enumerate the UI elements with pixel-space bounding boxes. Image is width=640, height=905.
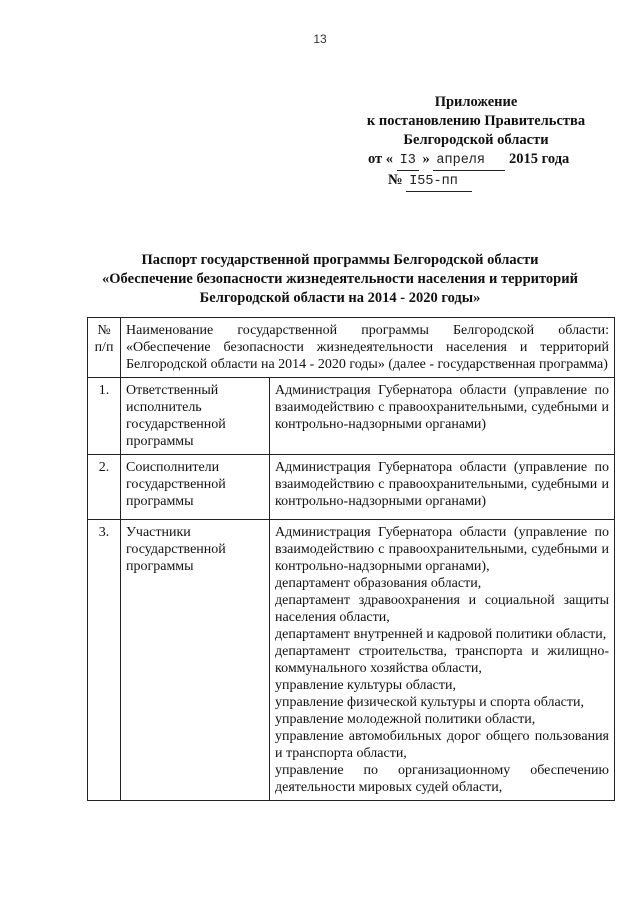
title-line-1: Паспорт государственной программы Белгородской области [141,252,539,268]
participant-item: управление по организационному обеспечению деятельности мировых судей области, [275,763,609,795]
table-row [88,378,615,455]
participant-item: управление молодежной политики области, [275,712,536,727]
table-header-row [88,318,615,378]
title-line-2: «Обеспечение безопасности жизнедеятельности населения и территорий [102,271,578,287]
header-text-cell: Наименование государственной программы Белгородской области: «Обеспечение безопасности жизнедеятельности населения и территорий Белгородской области на 2014 - 2020 годы» (далее - государственная программа) [121,318,615,378]
header-num-cell: № п/п [88,318,121,378]
participant-item: управление автомобильных дорог общего пользования и транспорта области, [275,729,609,761]
row-num: 1. [88,378,121,455]
participant-item: управление культуры области, [275,678,456,693]
title-line-3: Белгородской области на 2014 - 2020 годы» [199,290,481,306]
participant-item: Администрация Губернатора области (управление по взаимодействию с правоохранительными, судебными и контрольно-надзорными органами), [275,525,609,574]
appendix-line-3: Белгородской области [403,132,549,148]
date-year: 2015 года [509,151,570,167]
passport-table [87,317,615,801]
row-num: 3. [88,520,121,801]
participant-item: департамент образования области, [275,576,482,591]
row-num: 2. [88,455,121,520]
document-title [60,251,620,308]
row-value: Администрация Губернатора области (управление по взаимодействию с правоохранительными, судебными и контрольно-надзорными органами) [270,455,615,520]
row-label: Соисполнители государственной программы [121,455,270,520]
date-month: апреля [433,151,505,171]
row-value-list [270,520,615,801]
table-row [88,455,615,520]
table-row [88,520,615,801]
appendix-number-line [360,171,592,192]
row-label: Участники государственной программы [121,520,270,801]
appendix-date-line [360,150,592,171]
appendix-title: Приложение [434,94,518,110]
date-prefix: от « [368,151,394,167]
participant-item: управление физической культуры и спорта области, [275,695,584,710]
number-prefix: № [388,172,403,188]
appendix-block [360,93,592,192]
page-number: 13 [313,32,327,46]
row-value: Администрация Губернатора области (управление по взаимодействию с правоохранительными, судебными и контрольно-надзорными органами) [270,378,615,455]
document-number: I55-пп [406,172,472,192]
date-mid: » [422,151,430,167]
row-label: Ответственный исполнитель государственной программы [121,378,270,455]
date-day: I3 [397,151,419,171]
participant-item: департамент здравоохранения и социальной защиты населения области, [275,593,609,625]
appendix-line-2: к постановлению Правительства [366,113,586,129]
participant-item: департамент строительства, транспорта и жилищно-коммунального хозяйства области, [275,644,609,676]
participant-item: департамент внутренней и кадровой политики области, [275,627,607,642]
